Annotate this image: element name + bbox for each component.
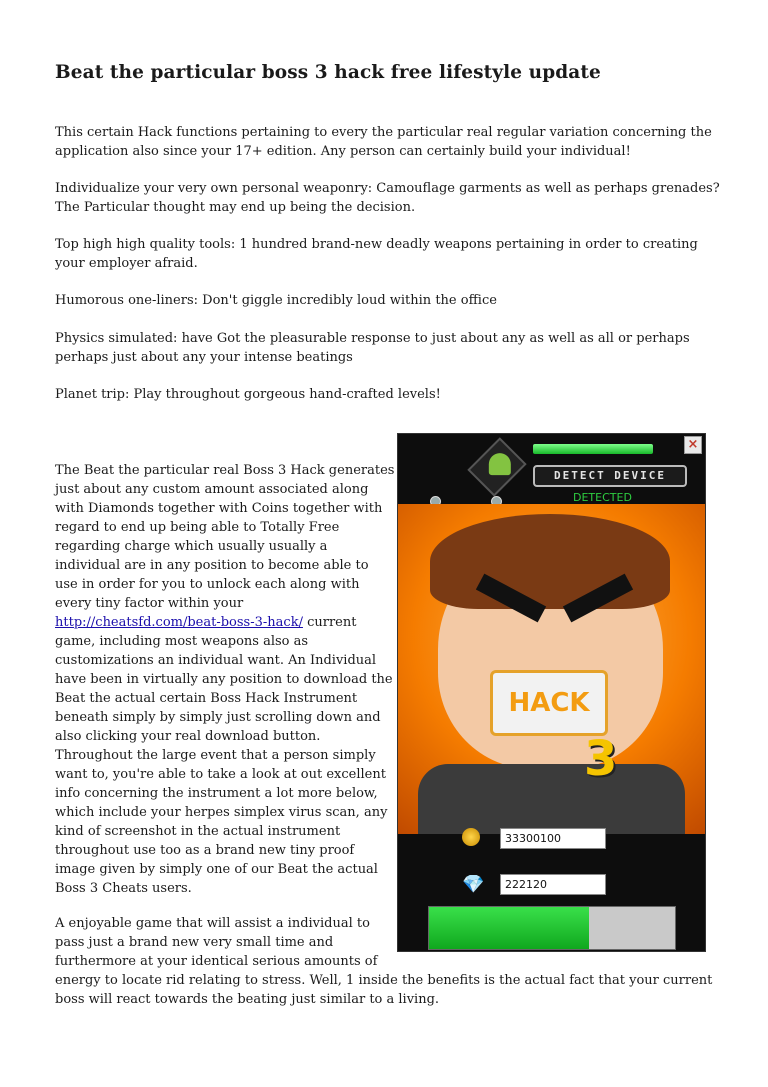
diamond-icon: 💎 (462, 874, 485, 895)
close-icon[interactable]: × (684, 436, 702, 454)
paragraph-intro: This certain Hack functions pertaining to every the particular real regular variation concerning the application also since your 17+ edition. Any person can certainly build your individual! (55, 125, 712, 159)
enjoyable-text-narrow: A enjoyable game that will assist a individual to pass just a brand new very small time and furthermore at your identical serious amounts of (55, 916, 378, 969)
paragraph-weaponry: Individualize your very own personal weaponry: Camouflage garments as well as perhaps grenades? The Particular thought may end up being the decision. (55, 181, 720, 215)
diamonds-input[interactable]: 222120 (500, 874, 606, 895)
paragraph-hack-description (55, 461, 395, 898)
game-number: 3 (584, 731, 618, 787)
hack-tool-screenshot (397, 433, 706, 952)
coins-input[interactable]: 33300100 (500, 828, 606, 849)
coin-icon (462, 828, 480, 846)
hack-description-rest: current game, including most weapons also as customizations an individual want. An Individual have been in virtually any position to download the Beat the actual certain Boss Hack Instrument beneath simply by simply just scrolling down and also clicking your real download button. Throughout the large event that a person simply want to, you're able to take a look at out excellent info concerning the instrument a lot more below, which include your herpes simplex virus scan, any kind of screenshot in the actual instrument throughout use too as a brand new tiny proof image given by simply one of our Beat the actual Boss 3 Cheats users. (55, 615, 393, 896)
page-title: Beat the particular boss 3 hack free lifestyle update (55, 62, 601, 83)
hack-description-text: The Beat the particular real Boss 3 Hack generates just about any custom amount associated along with Diamonds together with Coins together with regard to end up being able to Totally Free regarding charge which usually usually a individual are in any position to become able to use in order for you to unlock each along with every tiny factor within your (55, 463, 395, 611)
status-bar (533, 444, 653, 454)
paragraph-one-liners: Humorous one-liners: Don't giggle incredibly loud within the office (55, 293, 497, 308)
paragraph-planet-trip: Planet trip: Play throughout gorgeous hand-crafted levels! (55, 387, 441, 402)
cheats-link[interactable]: http://cheatsfd.com/beat-boss-3-hack/ (55, 615, 303, 630)
hack-progress-fill (429, 907, 589, 949)
boss-suit (418, 764, 685, 834)
detect-device-button[interactable]: DETECT DEVICE (533, 465, 687, 487)
boss-hair (430, 514, 670, 609)
detected-status: DETECTED (573, 491, 632, 504)
boss-artwork (398, 504, 705, 834)
paragraph-physics: Physics simulated: have Got the pleasurable response to just about any as well as all or perhaps perhaps just about any your intense beatings (55, 331, 690, 365)
enjoyable-text-wide: energy to locate rid relating to stress. Well, 1 inside the benefits is the actual fact that your current boss will react towards the beating just similar to a living. (55, 973, 713, 1007)
paragraph-tools: Top high high quality tools: 1 hundred brand-new deadly weapons pertaining in order to creating your employer afraid. (55, 237, 698, 271)
apple-icon (416, 441, 458, 487)
hack-button[interactable]: HACK (490, 670, 608, 736)
hack-progress-bar (428, 906, 676, 950)
android-icon (467, 437, 526, 496)
